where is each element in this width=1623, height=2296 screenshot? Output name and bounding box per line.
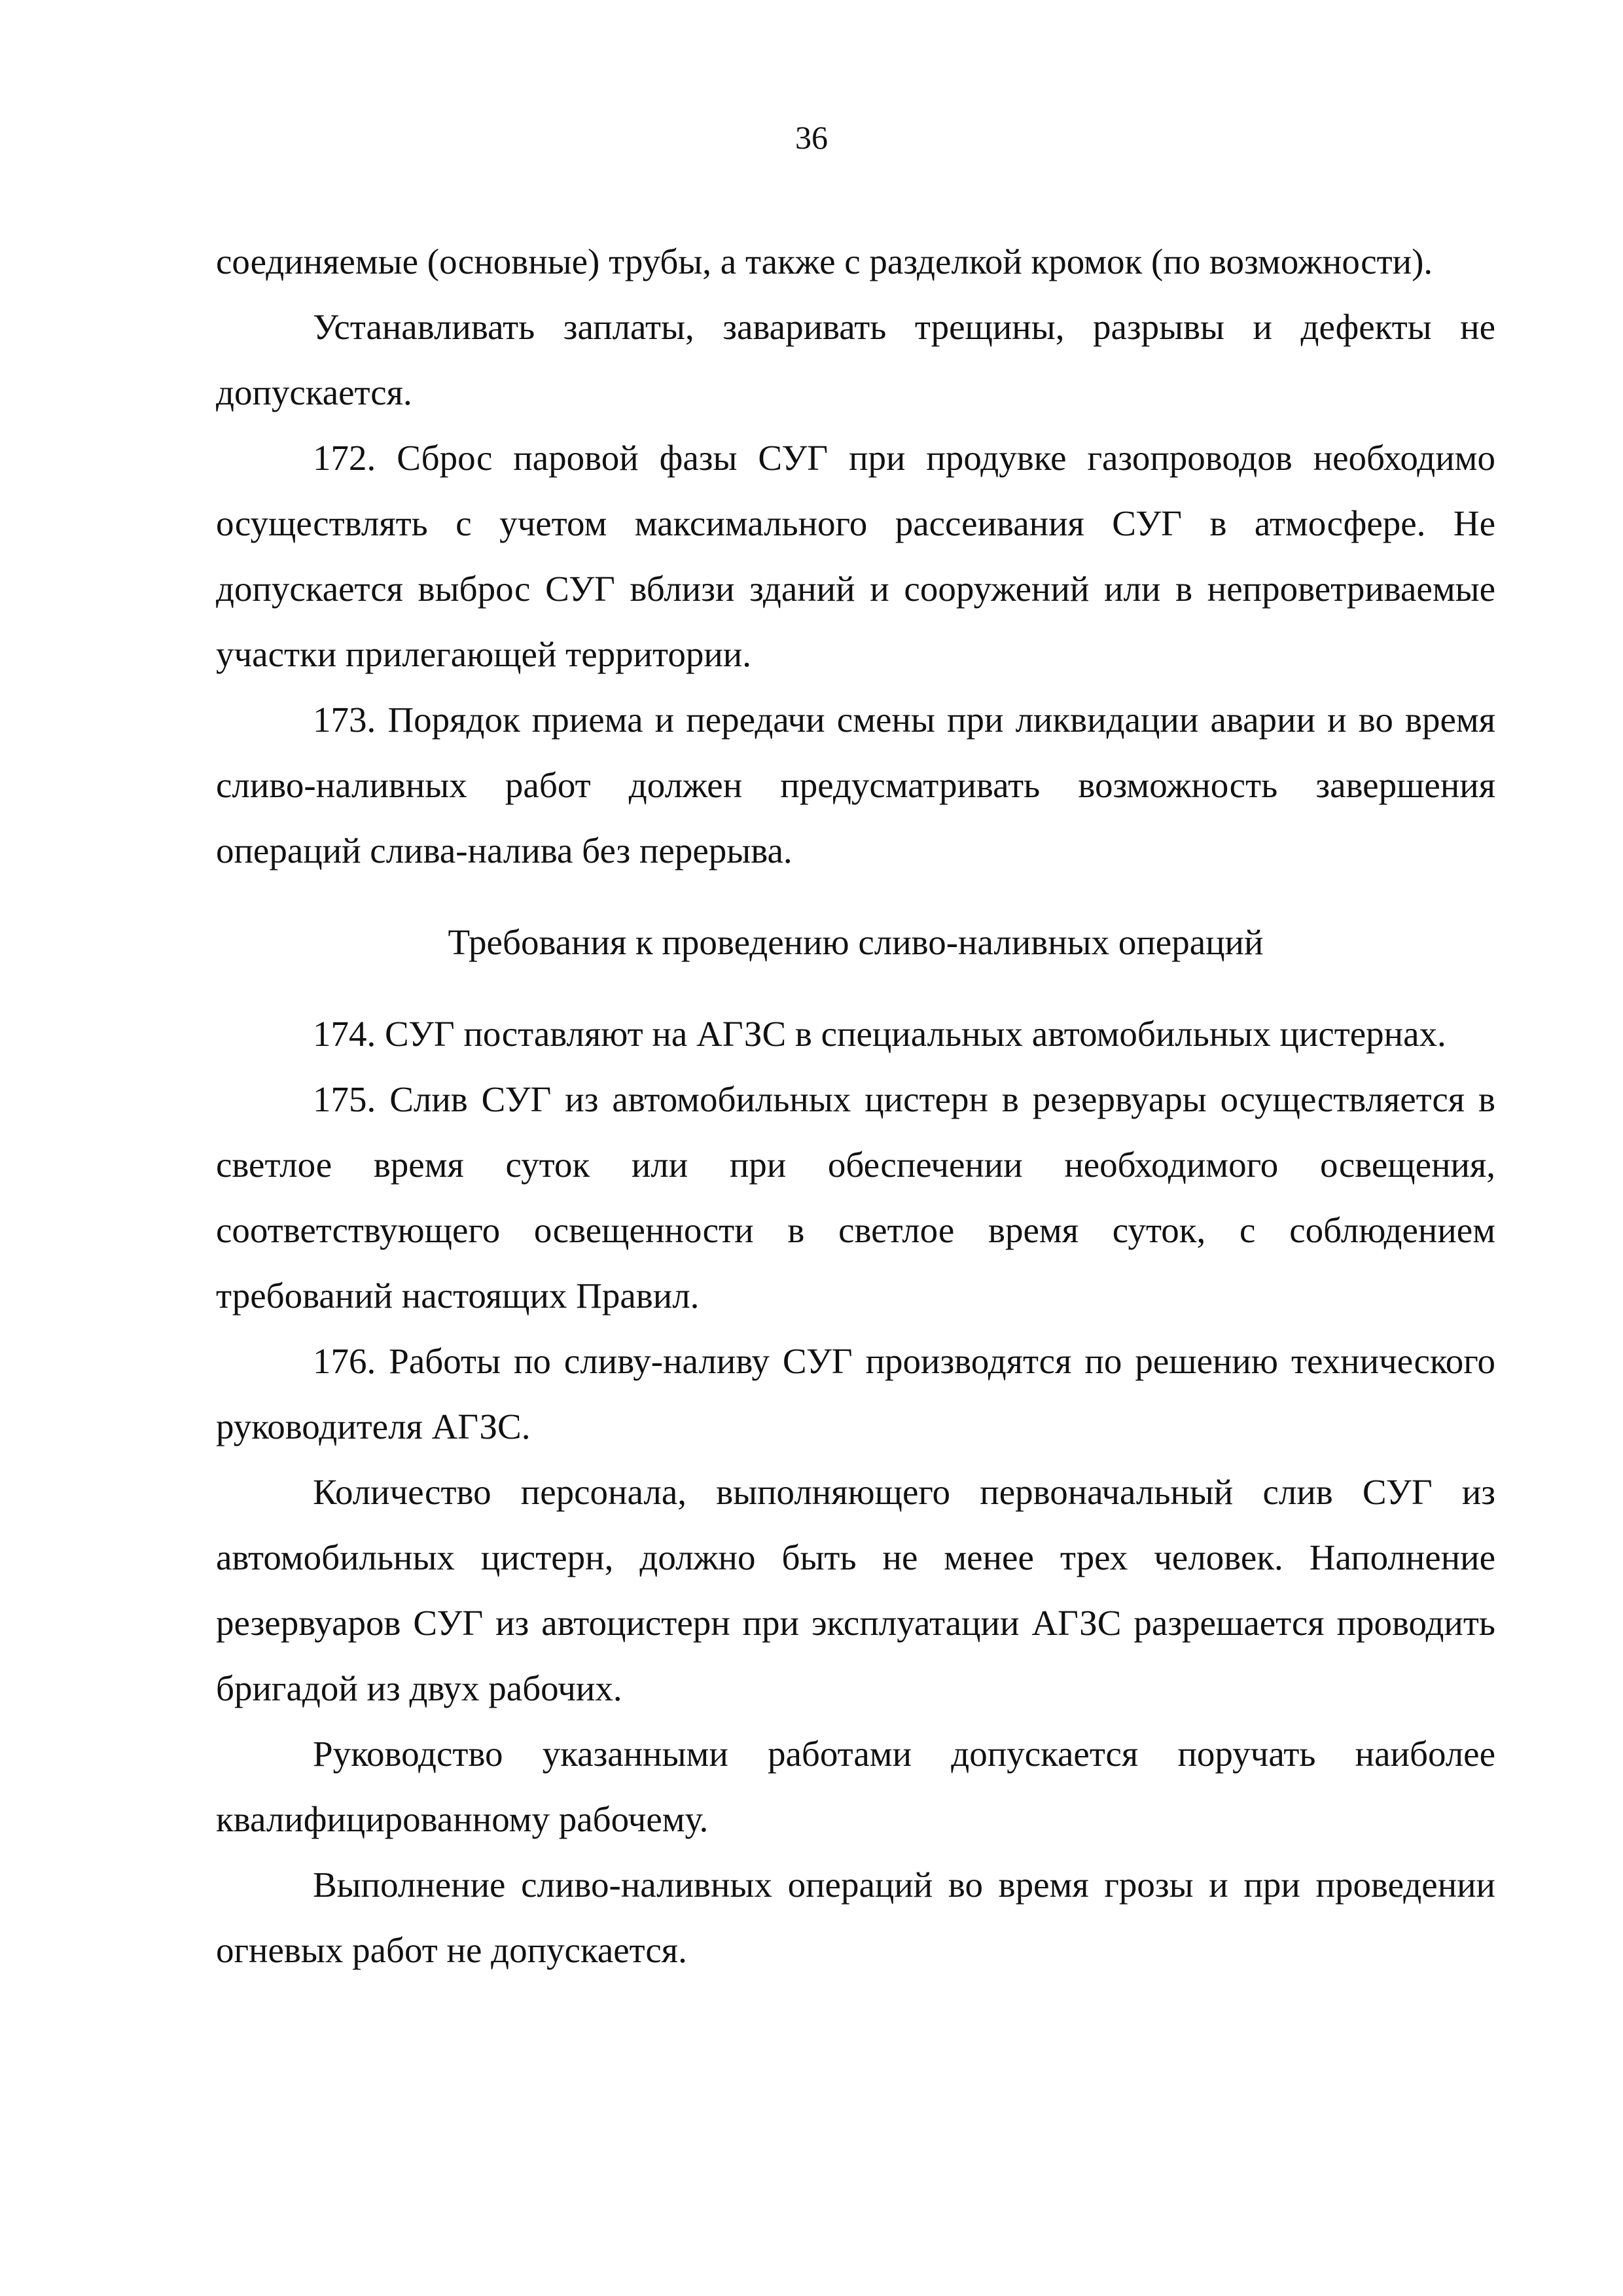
paragraph-172: 172. Сброс паровой фазы СУГ при продувке газопроводов необходимо осуществлять с учетом максимального рассеивания СУГ в атмосфере. Не допускается выброс СУГ вблизи зданий и сооружений или в непроветриваемые участки прилегающей территории.	[216, 438, 1495, 674]
paragraph-supervision: Руководство указанными работами допускается поручать наиболее квалифицированному рабочему.	[216, 1734, 1495, 1839]
paragraph-176: 176. Работы по сливу-наливу СУГ производятся по решению технического руководителя АГЗС.	[216, 1341, 1495, 1446]
paragraph-patches-prohibited: Устанавливать заплаты, заваривать трещины, разрывы и дефекты не допускается.	[216, 307, 1495, 412]
paragraph-continuation: соединяемые (основные) трубы, а также с разделкой кромок (по возможности).	[216, 242, 1433, 281]
page-number: 36	[795, 119, 828, 156]
section-heading: Требования к проведению сливо-наливных операций	[448, 922, 1264, 962]
paragraph-174: 174. СУГ поставляют на АГЗС в специальных автомобильных цистернах.	[313, 1014, 1446, 1054]
paragraph-173: 173. Порядок приема и передачи смены при ликвидации аварии и во время сливо-наливных работ должен предусматривать возможность завершения операций слива-налива без перерыва.	[216, 700, 1495, 870]
paragraph-personnel: Количество персонала, выполняющего первоначальный слив СУГ из автомобильных цистерн, должно быть не менее трех человек. Наполнение резервуаров СУГ из автоцистерн при эксплуатации АГЗС разрешается проводить бригадой из двух рабочих.	[216, 1472, 1495, 1708]
paragraph-175: 175. Слив СУГ из автомобильных цистерн в резервуары осуществляется в светлое время суток или при обеспечении необходимого освещения, соответствующего освещенности в светлое время суток, с соблюдением требований настоящих Правил.	[216, 1079, 1495, 1316]
document-body	[216, 229, 1495, 1983]
paragraph-thunderstorm: Выполнение сливо-наливных операций во время грозы и при проведении огневых работ не допускается.	[216, 1865, 1495, 1970]
